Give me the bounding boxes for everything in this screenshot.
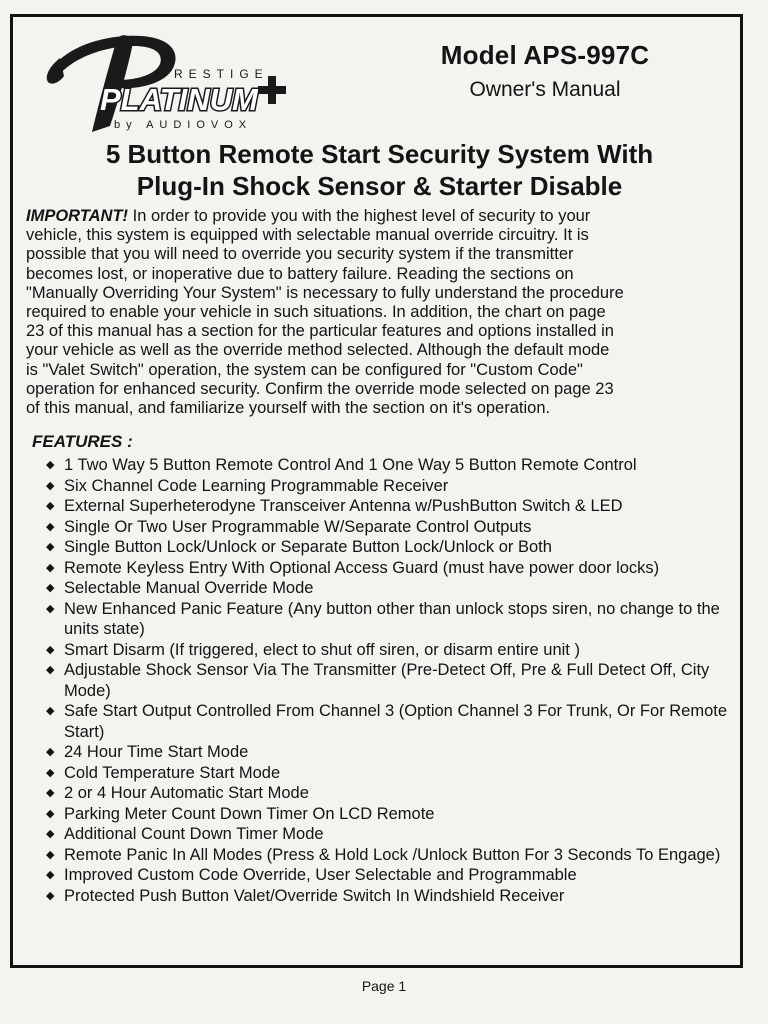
feature-text: Protected Push Button Valet/Override Switch In Windshield Receiver (64, 886, 565, 905)
feature-item (46, 701, 736, 742)
diamond-bullet-icon: ◆ (46, 705, 55, 717)
title-line-1: 5 Button Remote Start Security System With (105, 139, 654, 169)
diamond-bullet-icon: ◆ (46, 582, 55, 594)
feature-item (46, 886, 736, 907)
page-title (16, 138, 743, 202)
logo-by: by AUDIOVOX (114, 119, 253, 131)
feature-text: Selectable Manual Override Mode (64, 579, 314, 597)
feature-item (46, 640, 736, 661)
feature-item (46, 455, 736, 476)
title-line-2: Plug-In Shock Sensor & Starter Disable (136, 171, 623, 201)
feature-text: Single Or Two User Programmable W/Separate Control Outputs (64, 517, 532, 536)
logo-brand: PLATINUM (100, 82, 258, 117)
feature-item (46, 476, 736, 497)
model-number: Model APS-997C (440, 40, 650, 70)
feature-text: Additional Count Down Timer Mode (64, 825, 324, 843)
feature-text: Parking Meter Count Down Timer On LCD Remote (64, 804, 435, 823)
diamond-bullet-icon: ◆ (46, 787, 55, 799)
features-list (46, 455, 736, 906)
feature-text: External Superheterodyne Transceiver Antenna w/PushButton Switch & LED (64, 497, 623, 515)
diamond-bullet-icon: ◆ (46, 643, 55, 656)
feature-item (46, 783, 736, 804)
features-heading: FEATURES : (32, 432, 133, 451)
diamond-bullet-icon: ◆ (46, 541, 55, 553)
feature-text: Adjustable Shock Sensor Via The Transmitter (Pre-Detect Off, Pre & Full Detect Off, City Mode) (64, 661, 710, 700)
diamond-bullet-icon: ◆ (46, 766, 55, 779)
diamond-bullet-icon: ◆ (46, 807, 55, 820)
diamond-bullet-icon: ◆ (46, 869, 55, 881)
diamond-bullet-icon: ◆ (46, 848, 55, 861)
feature-text: New Enhanced Panic Feature (Any button other than unlock stops siren, no change to the units state) (64, 599, 720, 638)
important-notice (26, 207, 726, 418)
feature-text: Six Channel Code Learning Programmable Receiver (64, 476, 449, 495)
feature-item (46, 578, 736, 599)
diamond-bullet-icon: ◆ (46, 664, 55, 676)
feature-text: Remote Panic In All Modes (Press & Hold Lock /Unlock Button For 3 Seconds To Engage) (64, 845, 721, 864)
diamond-bullet-icon: ◆ (46, 561, 55, 574)
feature-item (46, 537, 736, 558)
feature-text: 1 Two Way 5 Button Remote Control And 1 One Way 5 Button Remote Control (64, 456, 637, 474)
feature-text: 24 Hour Time Start Mode (64, 743, 249, 761)
feature-text: Safe Start Output Controlled From Channel 3 (Option Channel 3 For Trunk, Or For Remote Start) (64, 702, 728, 741)
feature-text: Smart Disarm (If triggered, elect to shut off siren, or disarm entire unit ) (64, 640, 580, 659)
feature-item (46, 763, 736, 784)
important-body: In order to provide you with the highest level of security to your vehicle, this system is equipped with selectable manual override circuitry. It is possible that you will need to override you security system if the transmitter becomes lost, or inoperative due to battery failure. Reading the sections on "Manually Overriding Your System" is necessary to fully understand the procedure required to enable your vehicle in such situations. In addition, the chart on page 23 of this manual has a section for the particular features and options installed in your vehicle as well as the override method selected. Although the default mode is "Valet Switch" operation, the system can be configured for "Custom Code" operation for enhanced security. Confirm the override mode selected on page 23 of this manual, and familiarize yourself with the section on it's operation. (26, 207, 624, 418)
feature-text: Improved Custom Code Override, User Selectable and Programmable (64, 866, 577, 884)
diamond-bullet-icon: ◆ (46, 479, 55, 492)
diamond-bullet-icon: ◆ (46, 500, 55, 512)
feature-text: Cold Temperature Start Mode (64, 763, 281, 782)
feature-item (46, 742, 736, 763)
feature-item (46, 824, 736, 845)
feature-item (46, 558, 736, 579)
diamond-bullet-icon: ◆ (46, 520, 55, 533)
diamond-bullet-icon: ◆ (46, 828, 55, 840)
feature-item (46, 865, 736, 886)
logo-prestige: PRESTIGE (160, 67, 269, 81)
diamond-bullet-icon: ◆ (46, 602, 55, 615)
feature-text: Remote Keyless Entry With Optional Access Guard (must have power door locks) (64, 558, 660, 577)
important-label: IMPORTANT! (26, 207, 129, 225)
manual-subtitle: Owner's Manual (469, 78, 621, 101)
page-number: Page 1 (361, 978, 407, 994)
diamond-bullet-icon: ◆ (46, 889, 55, 902)
feature-item (46, 660, 736, 701)
feature-item (46, 599, 736, 640)
platinum-logo (30, 28, 300, 140)
diamond-bullet-icon: ◆ (46, 459, 55, 471)
feature-item (46, 804, 736, 825)
feature-item (46, 496, 736, 517)
feature-text: 2 or 4 Hour Automatic Start Mode (64, 784, 309, 802)
feature-item (46, 845, 736, 866)
diamond-bullet-icon: ◆ (46, 746, 55, 758)
feature-text: Single Button Lock/Unlock or Separate Button Lock/Unlock or Both (64, 538, 552, 556)
feature-item (46, 517, 736, 538)
